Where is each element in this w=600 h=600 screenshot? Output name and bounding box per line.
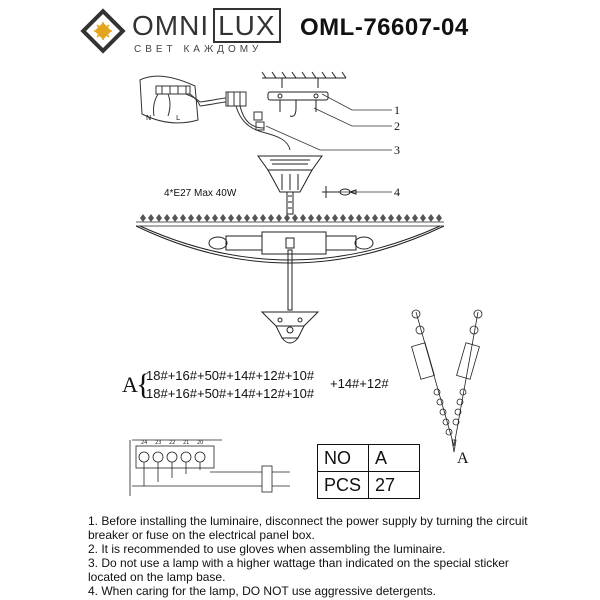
- terminal-schematic: [130, 440, 290, 496]
- formula-prefix: A: [122, 372, 138, 397]
- callout-3: 3: [394, 143, 400, 157]
- central-rod: [287, 192, 293, 310]
- mounting-bracket: [268, 92, 328, 116]
- crystal-bead: [348, 214, 354, 222]
- callout-4: 4: [394, 185, 400, 199]
- crystal-bead: [244, 214, 250, 222]
- terminal-labels: [141, 440, 203, 446]
- wire-label-l: L: [176, 114, 180, 122]
- note-3: 3. Do not use a lamp with a higher wattage than indicated on the special sticker located on the lamp base.: [88, 556, 509, 584]
- crystal-chain: [412, 310, 482, 452]
- crystal-bead: [220, 214, 226, 222]
- crystal-bead: [300, 214, 306, 222]
- crystal-trim: [136, 222, 444, 226]
- ceiling-hatch: [262, 72, 346, 88]
- bottom-finial: [262, 312, 318, 343]
- crystal-bead: [204, 214, 210, 222]
- crystal-bead: [356, 214, 362, 222]
- brand-tagline: СВЕТ КАЖДОМУ: [134, 44, 263, 55]
- crystal-bead: [148, 214, 154, 222]
- crystal-bead: [196, 214, 202, 222]
- crystal-bead: [260, 214, 266, 222]
- crystal-bead: [276, 214, 282, 222]
- crystal-bead: [436, 214, 442, 222]
- table-row: [318, 445, 420, 472]
- crystal-bead: [284, 214, 290, 222]
- terminal-label: 21: [183, 440, 190, 446]
- formula-line-1: 18#+16#+50#+14#+12#+10#: [146, 368, 315, 383]
- wiring-harness: [200, 92, 290, 150]
- crystal-bead: [292, 214, 298, 222]
- formula-line-2: 18#+16#+50#+14#+12#+10#: [146, 386, 315, 401]
- model-number: OML-76607-04: [300, 14, 469, 41]
- crystal-bead: [268, 214, 274, 222]
- terminal-label: 24: [141, 440, 148, 446]
- safety-notes: [88, 514, 528, 598]
- formula-suffix: +14#+12#: [330, 376, 389, 391]
- crystal-bead: [308, 214, 314, 222]
- crystal-bead: [180, 214, 186, 222]
- crystal-bead: [140, 214, 146, 222]
- crystal-bead: [420, 214, 426, 222]
- finial-screw: [322, 186, 356, 198]
- table-row: [318, 472, 420, 499]
- callout-1: 1: [394, 103, 400, 117]
- crystal-bead: [212, 214, 218, 222]
- crystal-bead: [428, 214, 434, 222]
- chain-label-a: A: [457, 450, 469, 467]
- parts-table: [317, 444, 420, 499]
- crystal-bead: [172, 214, 178, 222]
- note-4: 4. When caring for the lamp, DO NOT use aggressive detergents.: [88, 584, 436, 598]
- crystal-bead: [316, 214, 322, 222]
- crystal-bead: [412, 214, 418, 222]
- terminal-label: 23: [155, 440, 162, 446]
- terminal-label: 20: [197, 440, 204, 446]
- table-cell: NO: [318, 445, 369, 472]
- crystal-bead: [404, 214, 410, 222]
- bulb-spec: 4*E27 Max 40W: [164, 188, 237, 199]
- callout-2: 2: [394, 119, 400, 133]
- canopy: [258, 156, 322, 192]
- crystal-bead: [324, 214, 330, 222]
- crystal-bead: [252, 214, 258, 222]
- crystal-bead: [228, 214, 234, 222]
- crystal-bead: [364, 214, 370, 222]
- crystal-bead: [156, 214, 162, 222]
- table-cell: PCS: [318, 472, 369, 499]
- crystal-bead: [188, 214, 194, 222]
- crystal-bead: [164, 214, 170, 222]
- callout-leaders: [266, 94, 392, 192]
- crystal-bead: [340, 214, 346, 222]
- note-1: 1. Before installing the luminaire, disconnect the power supply by turning the circuit breaker or fuse on the electrical panel box.: [88, 514, 528, 542]
- brand-omni: OMNI: [132, 10, 210, 41]
- note-2: 2. It is recommended to use gloves when assembling the luminaire.: [88, 542, 446, 556]
- table-cell: A: [369, 445, 420, 472]
- crystal-bead: [388, 214, 394, 222]
- crystal-bead: [236, 214, 242, 222]
- terminal-label: 22: [169, 440, 176, 446]
- table-cell: 27: [369, 472, 420, 499]
- lamp-holders: [209, 232, 373, 254]
- crystal-bead: [372, 214, 378, 222]
- formula-brace: {: [136, 368, 151, 401]
- crystal-bead: [332, 214, 338, 222]
- crystal-bead: [396, 214, 402, 222]
- brand-lux: LUX: [213, 8, 280, 43]
- crystal-row: [140, 214, 442, 222]
- wire-label-n: N: [146, 114, 152, 122]
- crystal-bead: [380, 214, 386, 222]
